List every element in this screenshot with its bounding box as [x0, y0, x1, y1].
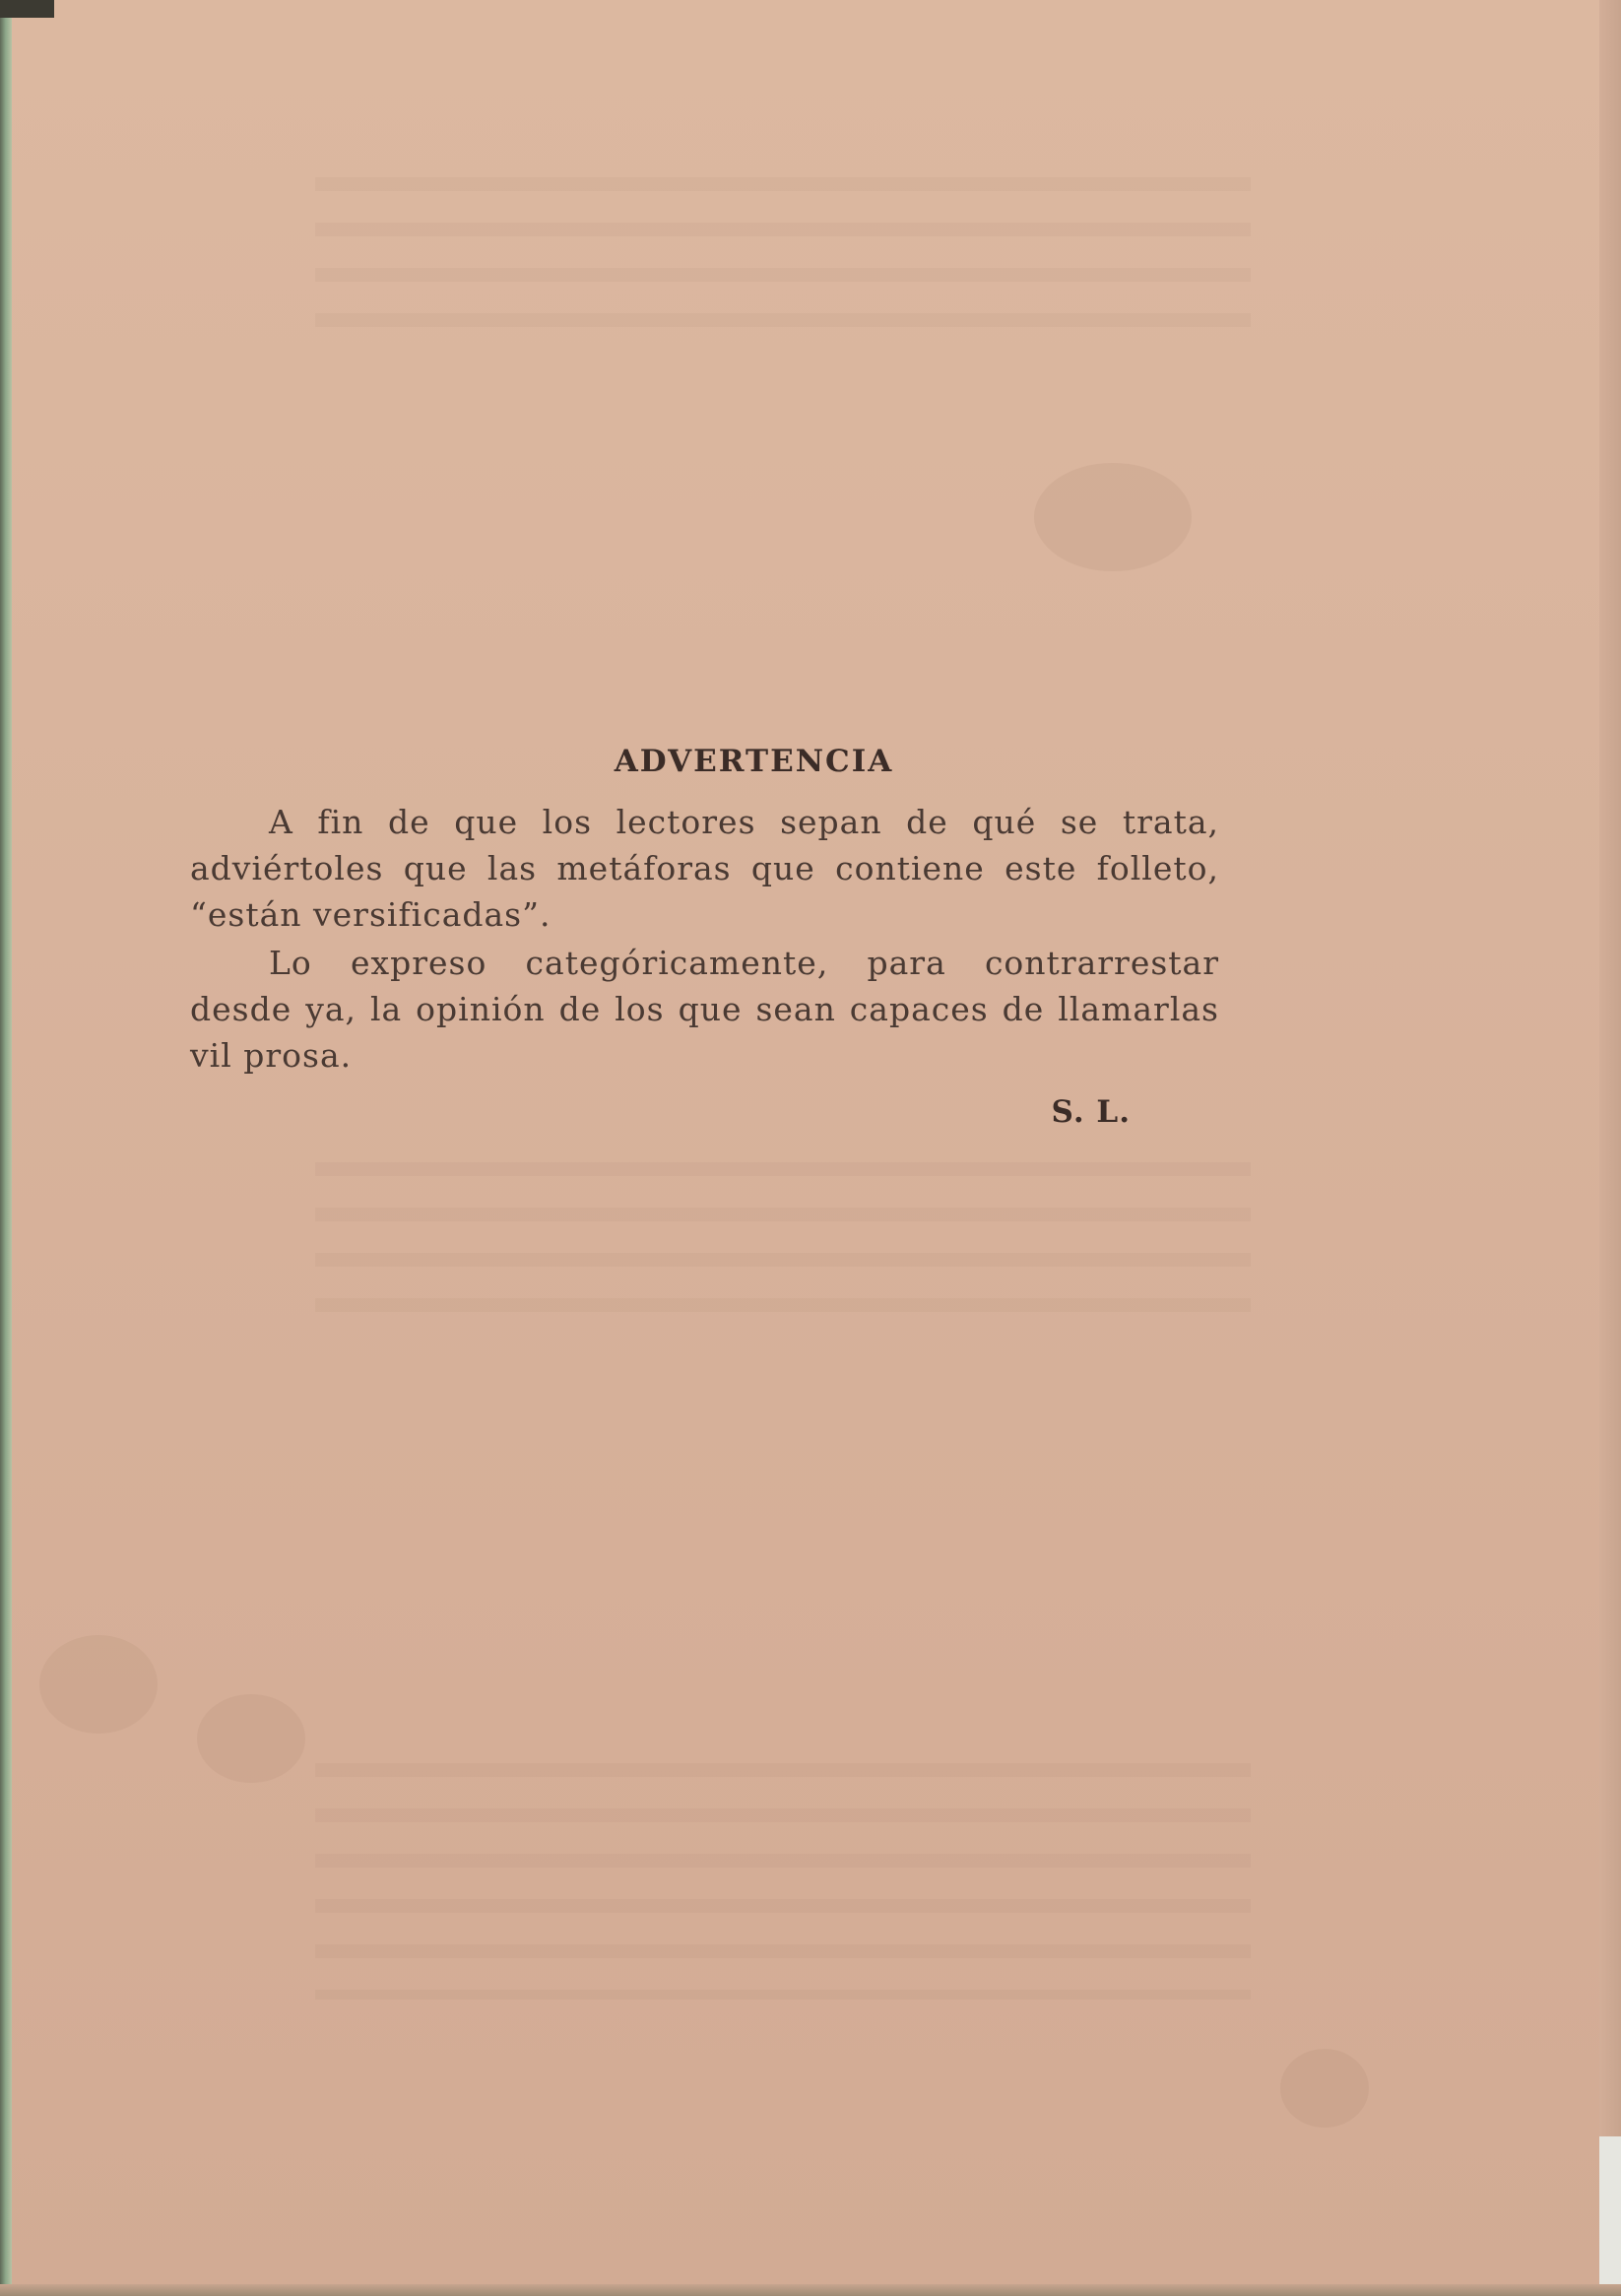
paragraph: Lo expreso categóricamente, para contrarrestar desde ya, la opinión de los que sean capaces de llamarlas vil prosa. [190, 944, 1219, 1075]
paragraph: A fin de que los lectores sepan de qué se trata, adviértoles que las metáforas que contiene este folleto, “están versificadas”. [190, 803, 1219, 934]
advertencia-section [190, 744, 1219, 1130]
paper-stain [1280, 2049, 1369, 2128]
binding-edge [0, 0, 12, 2296]
paper-stain [1034, 463, 1192, 571]
section-heading: ADVERTENCIA [614, 744, 894, 779]
bleed-through-text [315, 1162, 1251, 1320]
page-right-edge [1599, 0, 1621, 2296]
paper-stain [197, 1694, 305, 1783]
bleed-through-text [315, 177, 1251, 335]
paper-stain [39, 1635, 158, 1734]
page-right-tab [1599, 2136, 1621, 2284]
page-bottom-edge [0, 2284, 1621, 2296]
bleed-through-text [315, 1763, 1251, 2000]
binding-corner [0, 0, 54, 18]
signature-initials: S. L. [1051, 1094, 1131, 1130]
